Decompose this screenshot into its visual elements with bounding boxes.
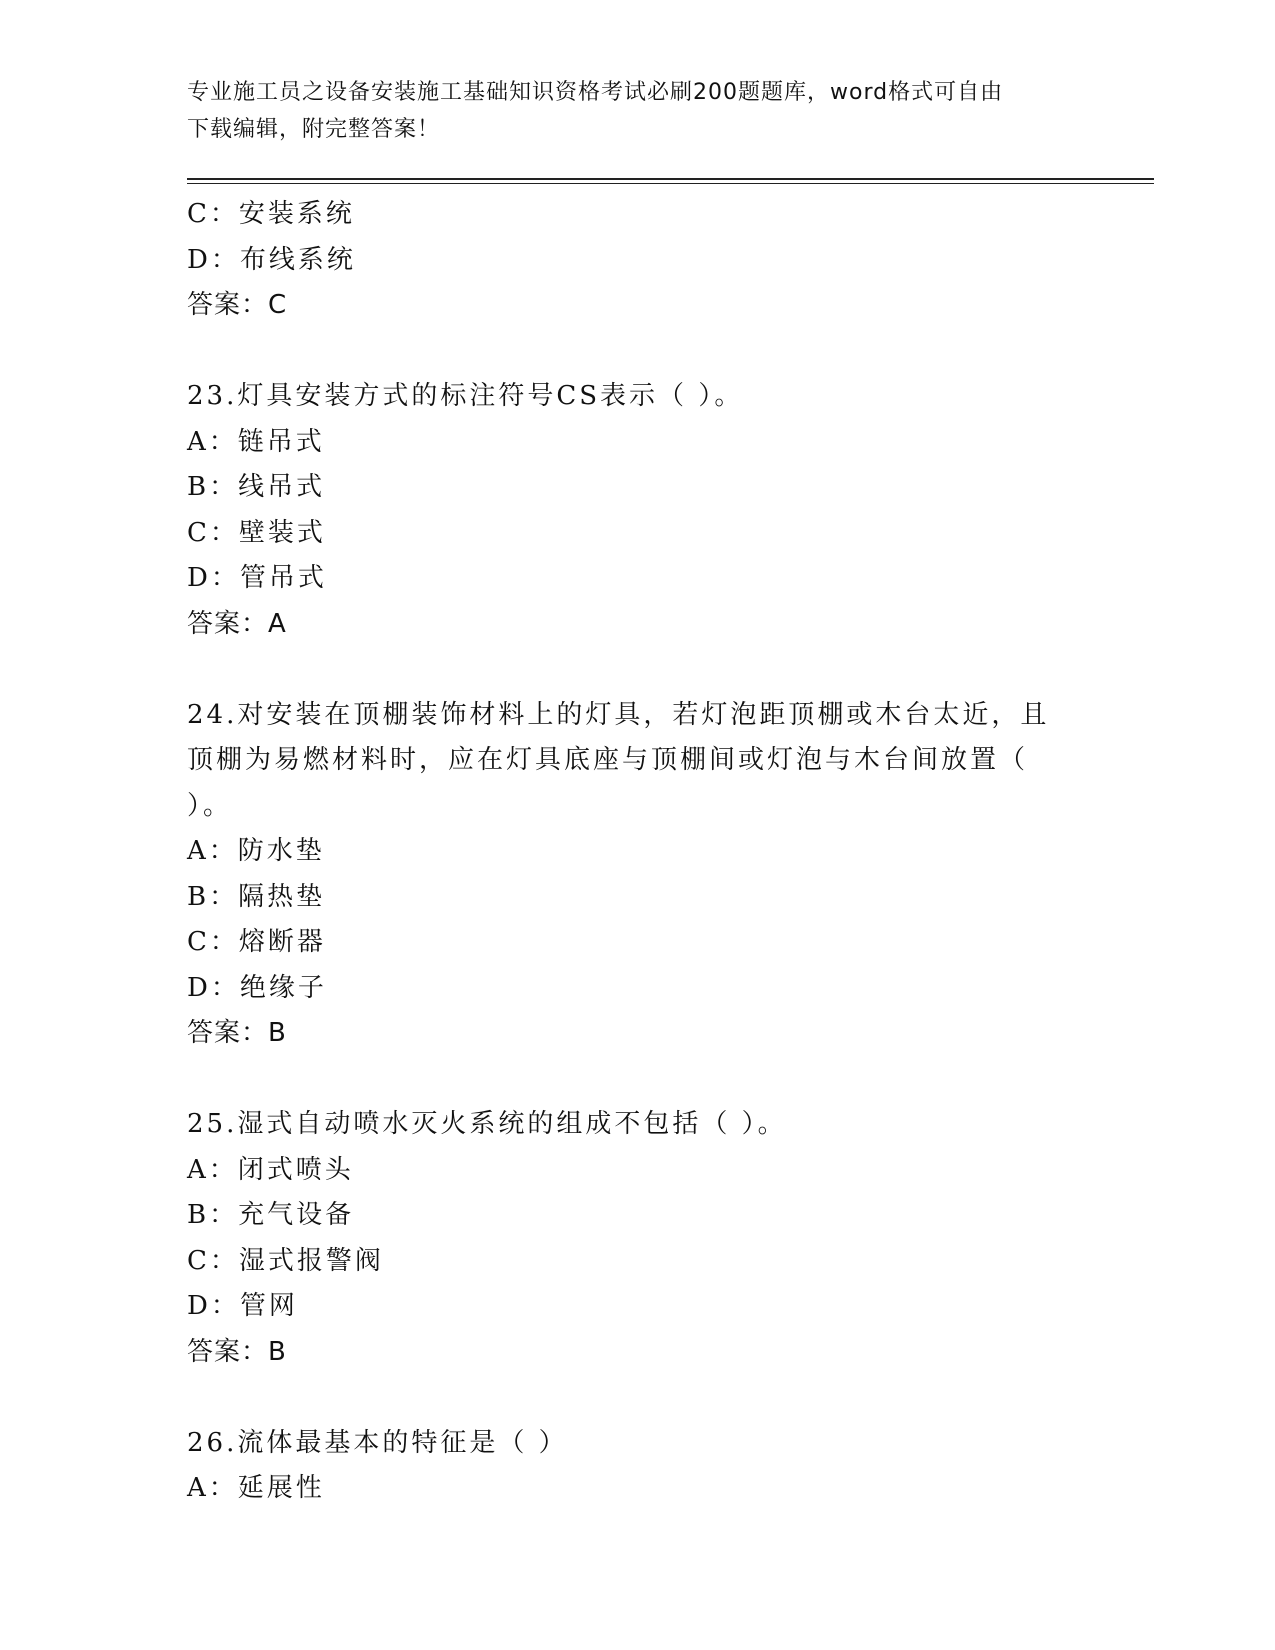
- question-block-23: [187, 374, 1087, 647]
- option-a: A：闭式喷头: [187, 1154, 354, 1185]
- option-d: D：管吊式: [187, 563, 327, 593]
- document-header: [187, 74, 1067, 148]
- question-stem: 23.灯具安装方式的标注符号CS表示（ ）。: [187, 381, 744, 411]
- option-a: A：延展性: [187, 1473, 325, 1503]
- answer-line: 答案：A: [187, 608, 287, 639]
- option-c: C：湿式报警阀: [187, 1245, 384, 1276]
- answer-line: 答案：B: [187, 1336, 287, 1367]
- question-block-25: [187, 1102, 1087, 1375]
- option-d: D：布线系统: [187, 244, 356, 275]
- header-line-1: 专业施工员之设备安装施工基础知识资格考试必刷200题题库，word格式可自由: [187, 80, 1004, 105]
- option-b: B：隔热垫: [187, 881, 326, 912]
- option-c: C：壁装式: [187, 517, 326, 548]
- spacer: [187, 647, 1087, 693]
- option-a: A：链吊式: [187, 426, 325, 457]
- spacer: [187, 329, 1087, 375]
- question-stem: 24.对安装在顶棚装饰材料上的灯具，若灯泡距顶棚或木台太近，且顶棚为易燃材料时，应在灯具底座与顶棚间或灯泡与木台间放置（ ）。: [187, 699, 1050, 821]
- option-b: B：线吊式: [187, 472, 326, 502]
- option-c: C：安装系统: [187, 199, 355, 229]
- answer-line: 答案：B: [187, 1018, 287, 1048]
- option-a: A：防水垫: [187, 836, 325, 866]
- spacer: [187, 1375, 1087, 1421]
- question-list: [187, 192, 1087, 1512]
- option-d: D：管网: [187, 1291, 298, 1321]
- option-d: D：绝缘子: [187, 972, 327, 1003]
- question-block-26: [187, 1421, 1087, 1512]
- option-b: B：充气设备: [187, 1200, 355, 1230]
- question-stem: 26.流体最基本的特征是（ ）: [187, 1427, 568, 1458]
- header-rule-thin: [187, 183, 1154, 184]
- answer-line: 答案：C: [187, 290, 288, 320]
- option-c: C：熔断器: [187, 927, 326, 957]
- question-block-24: [187, 693, 1087, 1057]
- header-line-2: 下载编辑，附完整答案！: [187, 117, 441, 142]
- spacer: [187, 1057, 1087, 1103]
- header-rule-thick: [187, 178, 1154, 180]
- question-block-22: [187, 192, 1087, 329]
- question-stem: 25.湿式自动喷水灭火系统的组成不包括（ ）。: [187, 1109, 787, 1139]
